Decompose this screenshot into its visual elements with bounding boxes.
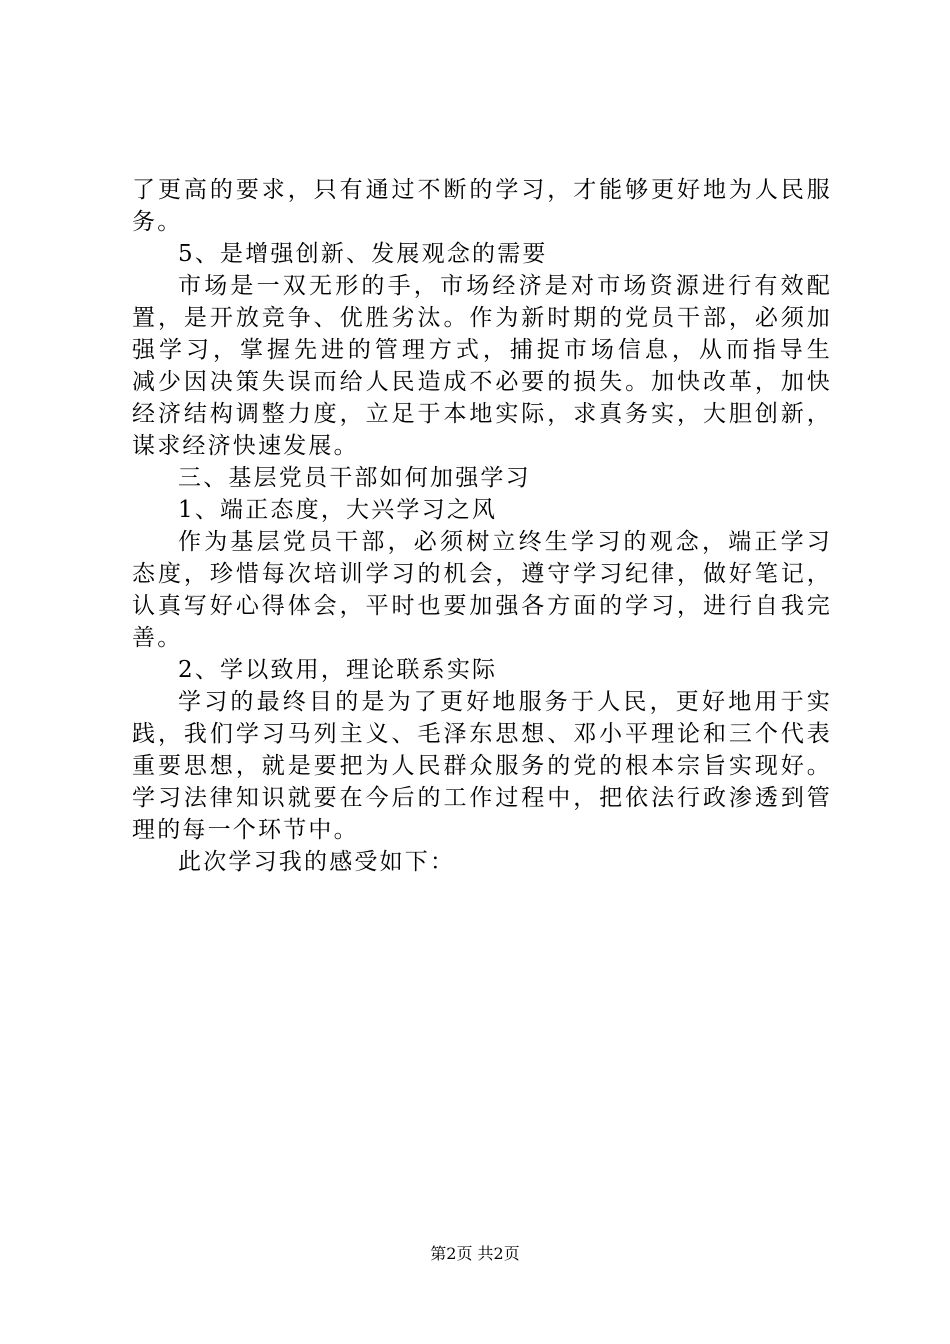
text-line: 善。 <box>132 625 183 651</box>
text-line: 市场是一双无形的手，市场经济是对市场资源进行有效配 <box>178 273 832 299</box>
text-line: 了更高的要求，只有通过不断的学习，才能够更好地为人民服 <box>132 177 832 203</box>
text-line: 减少因决策失误而给人民造成不必要的损失。加快改革，加快 <box>132 369 832 395</box>
page-footer <box>0 1244 950 1264</box>
text-line: 认真写好心得体会，平时也要加强各方面的学习，进行自我完 <box>132 593 832 619</box>
text-line: 谋求经济快速发展。 <box>132 433 359 459</box>
text-line: 态度，珍惜每次培训学习的机会，遵守学习纪律，做好笔记， <box>132 561 832 587</box>
text-line: 学习的最终目的是为了更好地服务于人民，更好地用于实 <box>178 689 832 715</box>
document-body <box>132 174 832 878</box>
text-line: 践，我们学习马列主义、毛泽东思想、邓小平理论和三个代表 <box>132 721 832 747</box>
text-line: 1、端正态度，大兴学习之风 <box>178 497 498 523</box>
text-line: 三、基层党员干部如何加强学习 <box>178 465 531 491</box>
text-line: 此次学习我的感受如下： <box>178 849 456 875</box>
text-line: 强学习，掌握先进的管理方式，捕捉市场信息，从而指导生 <box>132 337 832 363</box>
page-number-label: 第2页 共2页 <box>430 1244 520 1263</box>
text-line: 作为基层党员干部，必须树立终生学习的观念，端正学习 <box>178 529 832 555</box>
text-line: 理的每一个环节中。 <box>132 817 359 843</box>
text-line: 重要思想，就是要把为人民群众服务的党的根本宗旨实现好。 <box>132 753 832 779</box>
text-line: 务。 <box>132 209 183 235</box>
text-line: 5、是增强创新、发展观念的需要 <box>178 241 548 267</box>
text-line: 2、学以致用，理论联系实际 <box>178 657 498 683</box>
text-line: 置，是开放竞争、优胜劣汰。作为新时期的党员干部，必须加 <box>132 305 832 331</box>
text-line: 经济结构调整力度，立足于本地实际，求真务实，大胆创新， <box>132 401 832 427</box>
text-line: 学习法律知识就要在今后的工作过程中，把依法行政渗透到管 <box>132 785 832 811</box>
